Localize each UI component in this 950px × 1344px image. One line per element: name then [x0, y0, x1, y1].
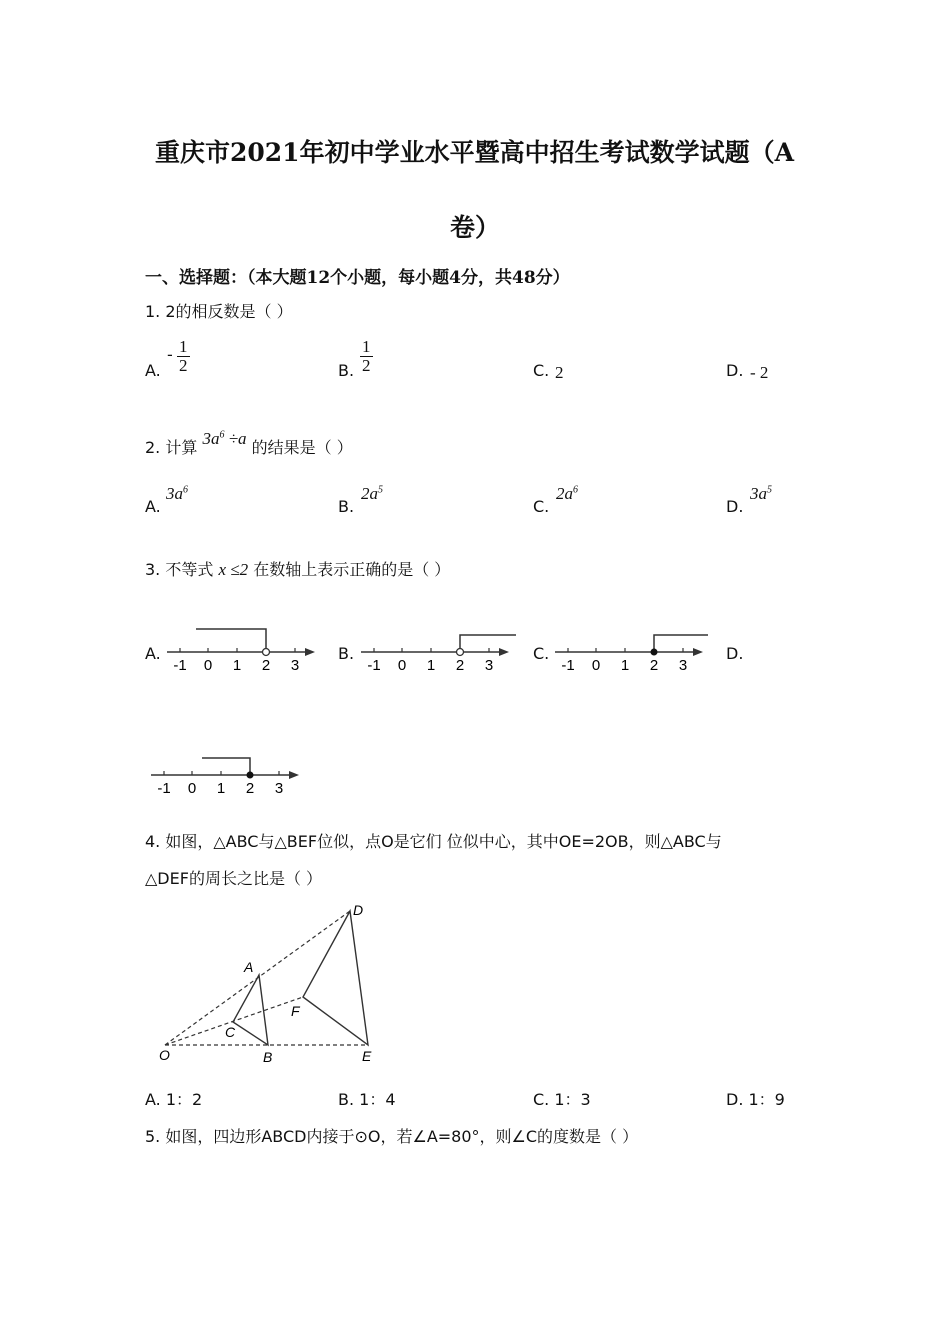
- q4-option-b: B. 1：4: [338, 1090, 396, 1109]
- arrow-head: [289, 771, 299, 779]
- q2-expression: [202, 429, 246, 448]
- tick-label: -1: [173, 657, 187, 674]
- tick-label: 3: [274, 780, 284, 797]
- q1-b-denominator: 2: [362, 356, 371, 375]
- q1-option-a-fraction: [177, 338, 190, 375]
- solution-ray: [654, 635, 708, 652]
- tick-label: 1: [216, 780, 226, 797]
- question-1-stem: 1. 2的相反数是（ ）: [145, 302, 293, 321]
- tick-label: 1: [620, 657, 630, 674]
- tick-label: 0: [203, 657, 213, 674]
- label-e: E: [362, 1048, 372, 1064]
- question-4-line1: 4. 如图，△ABC与△BEF位似，点O是它们 位似中心，其中OE=2OB，则△ABC与: [145, 832, 722, 851]
- tick-label: 0: [397, 657, 407, 674]
- q1-option-d-value: - 2: [750, 363, 769, 382]
- page-title-cont: 卷）: [450, 213, 501, 242]
- q2-option-c-value: [556, 484, 578, 504]
- question-3-stem: [145, 557, 450, 580]
- q2-b-exp: 5: [378, 484, 383, 496]
- q2-option-a-label: A.: [145, 497, 161, 516]
- q2-stem-post: 的结果是（ ）: [251, 438, 353, 457]
- q2-option-b-label: B.: [338, 497, 355, 516]
- tick-label: 2: [261, 657, 271, 674]
- closed-point: [247, 772, 254, 779]
- q1-a-numerator: 1: [179, 337, 188, 356]
- question-4-line2: △DEF的周长之比是（ ）: [145, 869, 323, 888]
- tick-label: 2: [649, 657, 659, 674]
- section-heading: 一、选择题：（本大题12个小题，每小题4分，共48分）: [145, 268, 570, 288]
- solution-ray: [196, 629, 266, 652]
- q2-option-d-label: D.: [726, 497, 744, 516]
- arrow-head: [499, 648, 509, 656]
- label-a: A: [244, 959, 254, 975]
- q1-option-d-label: D.: [726, 361, 744, 380]
- q1-option-b-fraction: [360, 338, 373, 375]
- q1-option-a-sign: -: [167, 345, 173, 364]
- tick-label: 1: [426, 657, 436, 674]
- q2-expr-coef: 3a: [202, 429, 220, 448]
- tick-label: 3: [484, 657, 494, 674]
- question-5-stem: 5. 如图，四边形ABCD内接于⊙O，若∠A=80°，则∠C的度数是（ ）: [145, 1127, 639, 1146]
- page-title: 重庆市2021年初中学业水平暨高中招生考试数学试题（A: [155, 138, 794, 167]
- q2-b-base: 2a: [361, 484, 378, 503]
- q3-stem-pre: 3. 不等式: [145, 560, 214, 579]
- tick-label: 2: [245, 780, 255, 797]
- q2-d-exp: 5: [767, 484, 772, 496]
- q1-option-c-label: C.: [533, 361, 550, 380]
- q3-option-a-label: A.: [145, 644, 161, 663]
- label-o: O: [159, 1047, 170, 1063]
- q2-stem-pre: 2. 计算: [145, 438, 198, 457]
- q3-stem-post: 在数轴上表示正确的是（ ）: [253, 560, 451, 579]
- q2-d-base: 3a: [750, 484, 767, 503]
- tick-label: 0: [187, 780, 197, 797]
- arrow-head: [305, 648, 315, 656]
- open-point: [457, 649, 464, 656]
- q3-number-line-a: [165, 622, 325, 678]
- solution-ray: [460, 635, 516, 652]
- q1-option-a-label: A.: [145, 361, 161, 380]
- tick-label: -1: [367, 657, 381, 674]
- q3-option-c-label: C.: [533, 644, 550, 663]
- q1-b-numerator: 1: [362, 337, 371, 356]
- q4-option-d: D. 1：9: [726, 1090, 785, 1109]
- tick-label: 2: [455, 657, 465, 674]
- q4-similarity-figure: [150, 896, 390, 1068]
- q2-c-exp: 6: [573, 484, 578, 496]
- q2-option-b-value: [361, 484, 383, 504]
- question-2-stem: [145, 429, 353, 458]
- arrow-head: [693, 648, 703, 656]
- q3-inequality: x ≤2: [218, 560, 249, 579]
- triangle-def: [303, 911, 368, 1045]
- q2-c-base: 2a: [556, 484, 573, 503]
- tick-label: 0: [591, 657, 601, 674]
- q2-a-base: 3a: [166, 484, 183, 503]
- tick-label: 3: [678, 657, 688, 674]
- label-d: D: [353, 902, 364, 918]
- tick-label: -1: [157, 780, 171, 797]
- closed-point: [651, 649, 658, 656]
- q2-option-a-value: [166, 484, 188, 504]
- q1-a-denominator: 2: [179, 356, 188, 375]
- q4-option-a: A. 1：2: [145, 1090, 203, 1109]
- open-point: [263, 649, 270, 656]
- tick-label: -1: [561, 657, 575, 674]
- q2-option-d-value: [750, 484, 772, 504]
- q3-number-line-d: [149, 745, 309, 801]
- label-f: F: [291, 1003, 300, 1019]
- q3-number-line-c: [553, 622, 713, 678]
- q2-expr-rest: ÷a: [228, 429, 247, 448]
- q1-option-b-label: B.: [338, 361, 355, 380]
- q2-a-exp: 6: [183, 484, 188, 496]
- q4-option-c: C. 1：3: [533, 1090, 591, 1109]
- q3-option-b-label: B.: [338, 644, 355, 663]
- q3-number-line-b: [359, 622, 519, 678]
- tick-label: 1: [232, 657, 242, 674]
- q2-option-c-label: C.: [533, 497, 550, 516]
- solution-ray: [202, 758, 250, 775]
- tick-label: 3: [290, 657, 300, 674]
- label-c: C: [225, 1024, 236, 1040]
- triangle-abc: [233, 975, 268, 1045]
- q2-expr-exp: 6: [219, 429, 225, 441]
- label-b: B: [263, 1049, 273, 1065]
- q1-option-c-value: 2: [555, 363, 564, 382]
- q3-option-d-label: D.: [726, 644, 744, 663]
